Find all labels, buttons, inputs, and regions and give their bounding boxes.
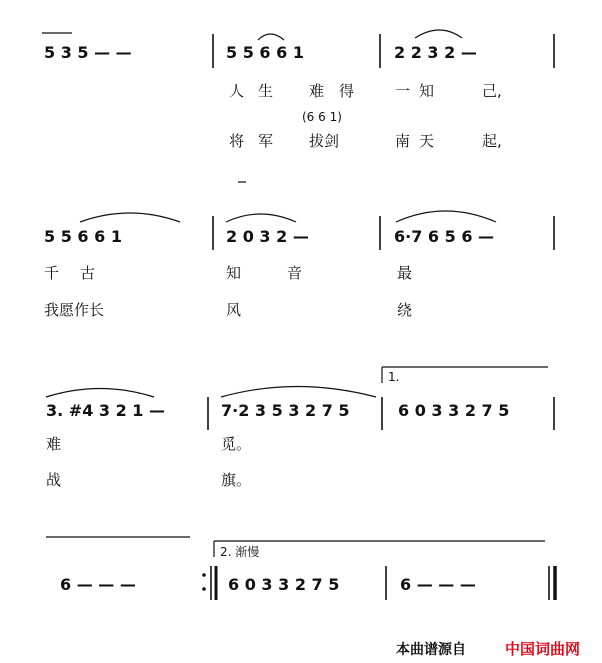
repeat-dot	[202, 573, 206, 577]
measure-2-3: 6·7 6 5 6 —	[394, 227, 495, 246]
watermark-site: 中国词曲网	[505, 640, 581, 658]
lyric-3-2: 古	[80, 264, 96, 282]
slur	[80, 213, 180, 222]
lyric-1-3: 难	[309, 82, 325, 100]
lyric-1-1: 人	[229, 82, 245, 100]
lyric-3-5: 最	[397, 264, 413, 282]
lyric-2-3: 拔剑	[309, 132, 340, 150]
lyric-2-2: 军	[258, 132, 274, 150]
measure-2-1: 5 5 6 6 1	[44, 227, 122, 246]
slur	[221, 387, 376, 398]
measure-4-3: 6 — — —	[400, 575, 476, 594]
lyric-3-1: 千	[44, 264, 60, 282]
annotation-paren: (6 6 1)	[302, 110, 342, 124]
measure-4-2: 6 0 3 3 2 7 5	[228, 575, 340, 594]
watermark-source: 本曲谱源自	[396, 642, 466, 658]
lyric-2-6: 起,	[482, 132, 502, 150]
lyric-4-1: 我愿作长	[44, 301, 105, 319]
lyric-4-2: 风	[226, 301, 242, 319]
measure-1-1: 5 3 5 — —	[44, 43, 132, 62]
volta-2: 2. 渐慢	[220, 545, 260, 559]
measure-1-3: 2 2 3 2 —	[394, 43, 477, 62]
slur	[226, 214, 296, 222]
lyric-1-6: 知	[419, 82, 435, 100]
slur	[46, 389, 154, 398]
repeat-dot	[202, 587, 206, 591]
volta-1: 1.	[388, 370, 400, 384]
lyric-1-2: 生	[258, 82, 274, 100]
lyric-4-3: 绕	[397, 301, 413, 319]
measure-3-3: 6 0 3 3 2 7 5	[398, 401, 510, 420]
lyric-1-5: 一	[395, 82, 411, 100]
measure-3-1: 3. #4 3 2 1 —	[46, 401, 165, 420]
lyric-2-4: 南	[395, 132, 411, 150]
measure-2-2: 2 0 3 2 —	[226, 227, 309, 246]
lyric-3-4: 音	[287, 264, 303, 282]
slur	[396, 211, 496, 222]
slur	[258, 34, 284, 40]
slur	[415, 30, 462, 38]
measure-4-1: 6 — — —	[60, 575, 136, 594]
measure-3-2: 7·2 3 5 3 2 7 5	[221, 401, 350, 420]
lyric-6-2: 旗。	[221, 471, 252, 489]
measure-1-2: 5 5 6 6 1	[226, 43, 304, 62]
lyric-6-1: 战	[46, 471, 62, 489]
lyric-3-3: 知	[226, 264, 242, 282]
lyric-5-1: 难	[46, 435, 62, 453]
lyric-2-5: 天	[419, 132, 435, 150]
lyric-5-2: 觅。	[221, 435, 252, 453]
lyric-1-7: 己,	[482, 82, 502, 100]
lyric-1-4: 得	[339, 82, 355, 100]
lyric-2-1: 将	[229, 132, 245, 150]
